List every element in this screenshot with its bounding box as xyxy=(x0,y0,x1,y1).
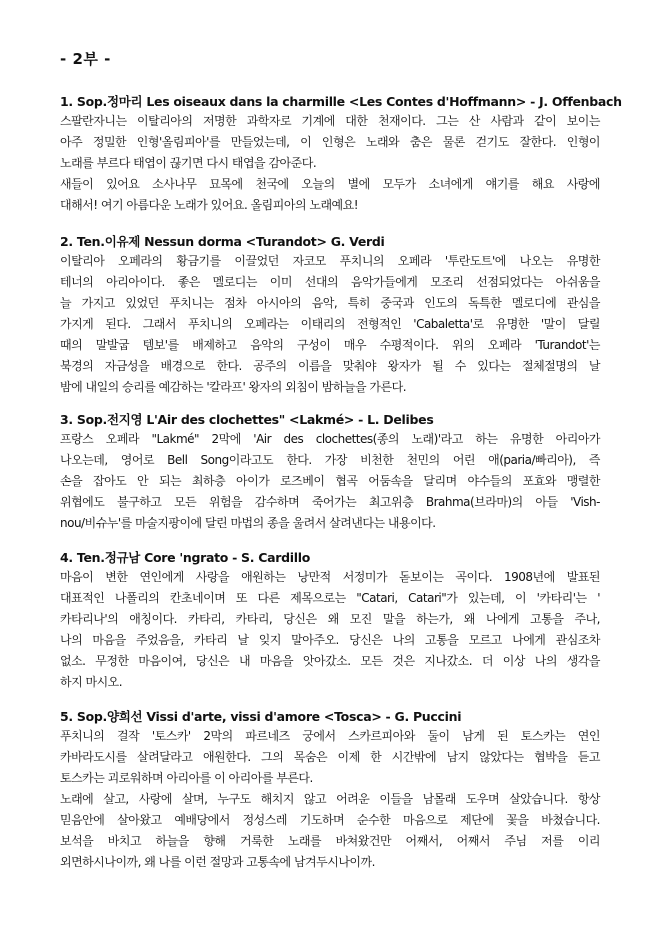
description-line: 마음이 변한 연인에게 사랑을 애원하는 낭만적 서정미가 돋보이는 곡이다. 1908년에 발표된 xyxy=(60,570,600,584)
description-line: 토스카는 괴로워하며 아리아를 이 아리아를 부른다. xyxy=(60,771,313,785)
description-line: 카바라도시를 살려달라고 애원한다. 그의 목숨은 이제 한 시간밖에 남지 않았다는 협박을 듣고 xyxy=(60,750,600,764)
description-line: 때의 말발굽 템보'를 배제하고 음악의 구성이 매우 수평적이다. 위의 오페라 'Turandot'는 xyxy=(60,338,600,352)
description-line: 스팔란자니는 이탈리아의 저명한 과학자로 기계에 대한 천재이다. 그는 산 사람과 같이 보이는 xyxy=(60,114,600,128)
program-item xyxy=(60,548,600,693)
description-line: 가지게 된다. 그래서 푸치니의 오페라는 이태리의 전형적인 'Cabaletta'로 유명한 '말이 달릴 xyxy=(60,317,600,331)
part-title: - 2부 - xyxy=(60,50,111,68)
description-line: 없소. 무정한 마음이여, 당신은 내 마음을 앗아갔소. 모든 것은 지나갔소. 더 이상 나의 생각을 xyxy=(60,654,600,668)
description-line: 밤에 내일의 승리를 예감하는 '칼라프' 왕자의 외침이 밤하늘을 가른다. xyxy=(60,380,407,394)
description-line: 아주 정밀한 인형'올림피아'를 만들었는데, 이 인형은 노래와 춤은 물론 걷기도 잘한다. 인형이 xyxy=(60,135,600,149)
description-line: 위협에도 불구하고 모든 위험을 감수하며 죽어가는 최고위층 Brahma(브라마)의 아들 'Vish- xyxy=(60,495,600,509)
description-line: 테너의 아리아이다. 좋은 멜로디는 이미 선대의 음악가들에게 모조리 선점되었다는 아쉬움을 xyxy=(60,275,600,289)
description-line: nou/비슈누'를 마술지팡이에 달린 마법의 종을 울려서 살려낸다는 내용이다. xyxy=(60,516,436,530)
description-line: 카타리나'의 애칭이다. 카타리, 카타리, 당신은 왜 모진 말을 하는가, 왜 나에게 고통을 주나, xyxy=(60,612,600,626)
description-line: 대해서! 여기 아름다운 노래가 있어요. 올림피아의 노래예요! xyxy=(60,198,359,212)
description-line: 이탈리아 오페라의 황금기를 이끌었던 자코모 푸치니의 오페라 '투란도트'에 나오는 유명한 xyxy=(60,254,600,268)
description-line: 하지 마시오. xyxy=(60,675,123,689)
program-heading: 1. Sop.정마리 Les oiseaux dans la charmille <Les Contes d'Hoffmann> - J. Offenbach xyxy=(60,94,622,109)
description-line: 손을 잡아도 안 되는 최하층 아이가 로즈베이 협곡 어둠속을 달리며 야수들의 포효와 맹렬한 xyxy=(60,474,600,488)
description-line: 프랑스 오페라 "Lakmé" 2막에 'Air des clochettes(종의 노래)'라고 하는 유명한 아리아가 xyxy=(60,432,600,446)
description-line: 새들이 있어요 소사나무 묘목에 천국에 오늘의 별에 모두가 소녀에게 얘기를 해요 사랑에 xyxy=(60,177,600,191)
description-line: 외면하시나이까, 왜 나를 이런 절망과 고통속에 남겨두시나이까. xyxy=(60,855,375,869)
description-line: 늘 가지고 있었던 푸치니는 점차 아시아의 음악, 특히 중국과 인도의 독특한 멜로디에 관심을 xyxy=(60,296,600,310)
program-item xyxy=(60,707,600,873)
description-line: 보석을 바치고 하늘을 향해 거룩한 노래를 바쳐왔건만 어째서, 어째서 주님 저를 이리 xyxy=(60,834,600,848)
program-item xyxy=(60,232,600,398)
description-line: 믿음안에 살아왔고 예배당에서 정성스레 기도하며 순수한 마음으로 제단에 꽃을 바쳤습니다. xyxy=(60,813,600,827)
description-line: 노래에 살고, 사랑에 살며, 누구도 해치지 않고 어려운 이들을 남몰래 도우며 살았습니다. 항상 xyxy=(60,792,600,806)
program-item xyxy=(60,410,600,534)
description-line: 나오는데, 영어로 Bell Song이라고도 한다. 가장 비천한 천민의 어린 애(paria/빠리아), 즉 xyxy=(60,453,600,467)
description-line: 푸치니의 걸작 '토스카' 2막의 파르네즈 궁에서 스카르피아와 둘이 남게 된 토스카는 연인 xyxy=(60,729,600,743)
program-heading: 2. Ten.이유제 Nessun dorma <Turandot> G. Verdi xyxy=(60,234,385,249)
description-line: 북경의 자금성을 배경으로 한다. 공주의 이름을 맞춰야 왕자가 될 수 있다는 절체절명의 날 xyxy=(60,359,600,373)
description-line: 나의 마음을 주었음을, 카타리 날 잊지 말아주오. 당신은 나의 고통을 모르고 나에게 관심조차 xyxy=(60,633,600,647)
program-item xyxy=(60,92,622,216)
program-heading: 3. Sop.전지영 L'Air des clochettes" <Lakmé> - L. Delibes xyxy=(60,412,434,427)
program-heading: 4. Ten.정규남 Core 'ngrato - S. Cardillo xyxy=(60,550,311,565)
description-line: 노래를 부르다 태엽이 끊기면 다시 태엽을 감아준다. xyxy=(60,156,317,170)
description-line: 대표적인 나폴리의 칸초네이며 또 다른 제목으로는 "Catari, Catari"가 있는데, 이 '카타리'는 ' xyxy=(60,591,600,605)
program-heading: 5. Sop.양희선 Vissi d'arte, vissi d'amore <Tosca> - G. Puccini xyxy=(60,709,462,724)
